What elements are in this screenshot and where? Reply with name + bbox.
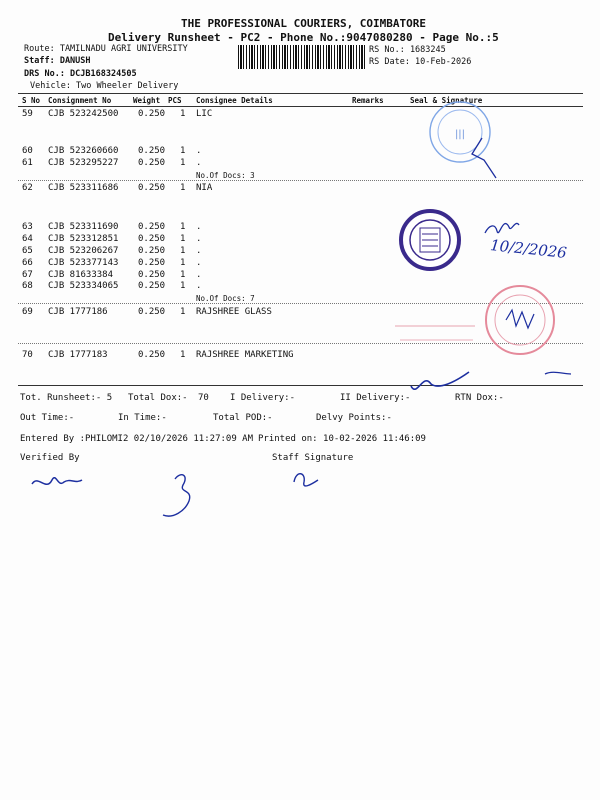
rs-date: RS Date: 10-Feb-2026	[369, 57, 472, 67]
table-row: 62 CJB 523311686 0.250 1 NIA	[22, 183, 213, 193]
header-rule-top	[18, 93, 583, 94]
verifier-signature	[28, 462, 88, 497]
delivery-signature-stroke	[405, 364, 585, 404]
page-subtitle: Delivery Runsheet - PC2 - Phone No.:9047080280 - Page No.:5	[108, 31, 499, 44]
col-seal-signature: Seal & Signature	[410, 96, 483, 105]
handwritten-date: 10/2/2026	[489, 236, 568, 262]
table-row: 69 CJB 1777186 0.250 1 RAJSHREE GLASS	[22, 307, 272, 317]
tot-runsheet: Tot. Runsheet:- 5	[20, 393, 113, 403]
total-pod: Total POD:-	[213, 413, 273, 423]
table-row: 59 CJB 523242500 0.250 1 LIC	[22, 109, 213, 119]
ii-delivery: II Delivery:-	[340, 393, 411, 403]
drs-number: DRS No.: DCJB168324505	[24, 69, 137, 79]
out-time: Out Time:-	[20, 413, 75, 423]
staff-signature	[288, 464, 328, 494]
no-of-docs: No.Of Docs: 7	[196, 294, 255, 303]
table-row: 70 CJB 1777183 0.250 1 RAJSHREE MARKETING	[22, 350, 294, 360]
table-row: 68 CJB 523334065 0.250 1 .	[22, 281, 202, 291]
col-consignee: Consignee Details	[196, 96, 273, 105]
table-row: 67 CJB 81633384 0.250 1 .	[22, 270, 202, 280]
purple-seal-stamp	[398, 206, 463, 276]
table-row: 64 CJB 523312851 0.250 1 .	[22, 234, 202, 244]
barcode	[238, 45, 366, 69]
delvy-points: Delvy Points:-	[316, 413, 392, 423]
table-row: 63 CJB 523311690 0.250 1 .	[22, 222, 202, 232]
faint-red-marks	[395, 320, 480, 360]
col-remarks: Remarks	[352, 96, 384, 105]
staff-signature-label: Staff Signature	[272, 453, 354, 463]
rtn-dox: RTN Dox:-	[455, 393, 504, 403]
i-delivery: I Delivery:-	[230, 393, 296, 403]
staff-initial-signature	[155, 465, 205, 525]
table-row: 60 CJB 523260660 0.250 1 .	[22, 146, 202, 156]
total-dox-label: Total Dox:-	[128, 393, 188, 403]
in-time: In Time:-	[118, 413, 167, 423]
svg-text:|||: |||	[454, 129, 466, 140]
table-row: 66 CJB 523377143 0.250 1 .	[22, 258, 202, 268]
red-seal-stamp	[478, 282, 568, 362]
printed-on: Printed on: 10-02-2026 11:46:09	[258, 434, 426, 444]
company-title: THE PROFESSIONAL COURIERS, COIMBATORE	[181, 17, 427, 30]
route-label: Route: TAMILNADU AGRI UNIVERSITY	[24, 44, 188, 54]
entered-by: Entered By :PHILOMI2 02/10/2026 11:27:09 AM	[20, 434, 253, 444]
col-sno: S No	[22, 96, 41, 105]
verified-by-label: Verified By	[20, 453, 80, 463]
no-of-docs: No.Of Docs: 3	[196, 171, 255, 180]
blue-seal-stamp	[420, 98, 510, 183]
col-weight: Weight	[133, 96, 161, 105]
total-dox-value: 70	[198, 393, 209, 403]
staff-label: Staff: DANUSH	[24, 56, 91, 66]
vehicle-label: Vehicle: Two Wheeler Delivery	[30, 81, 179, 91]
col-pcs: PCS	[168, 96, 182, 105]
rs-number: RS No.: 1683245	[369, 45, 446, 55]
table-row: 65 CJB 523206267 0.250 1 .	[22, 246, 202, 256]
table-row: 61 CJB 523295227 0.250 1 .	[22, 158, 202, 168]
col-consignment: Consignment No	[48, 96, 112, 105]
